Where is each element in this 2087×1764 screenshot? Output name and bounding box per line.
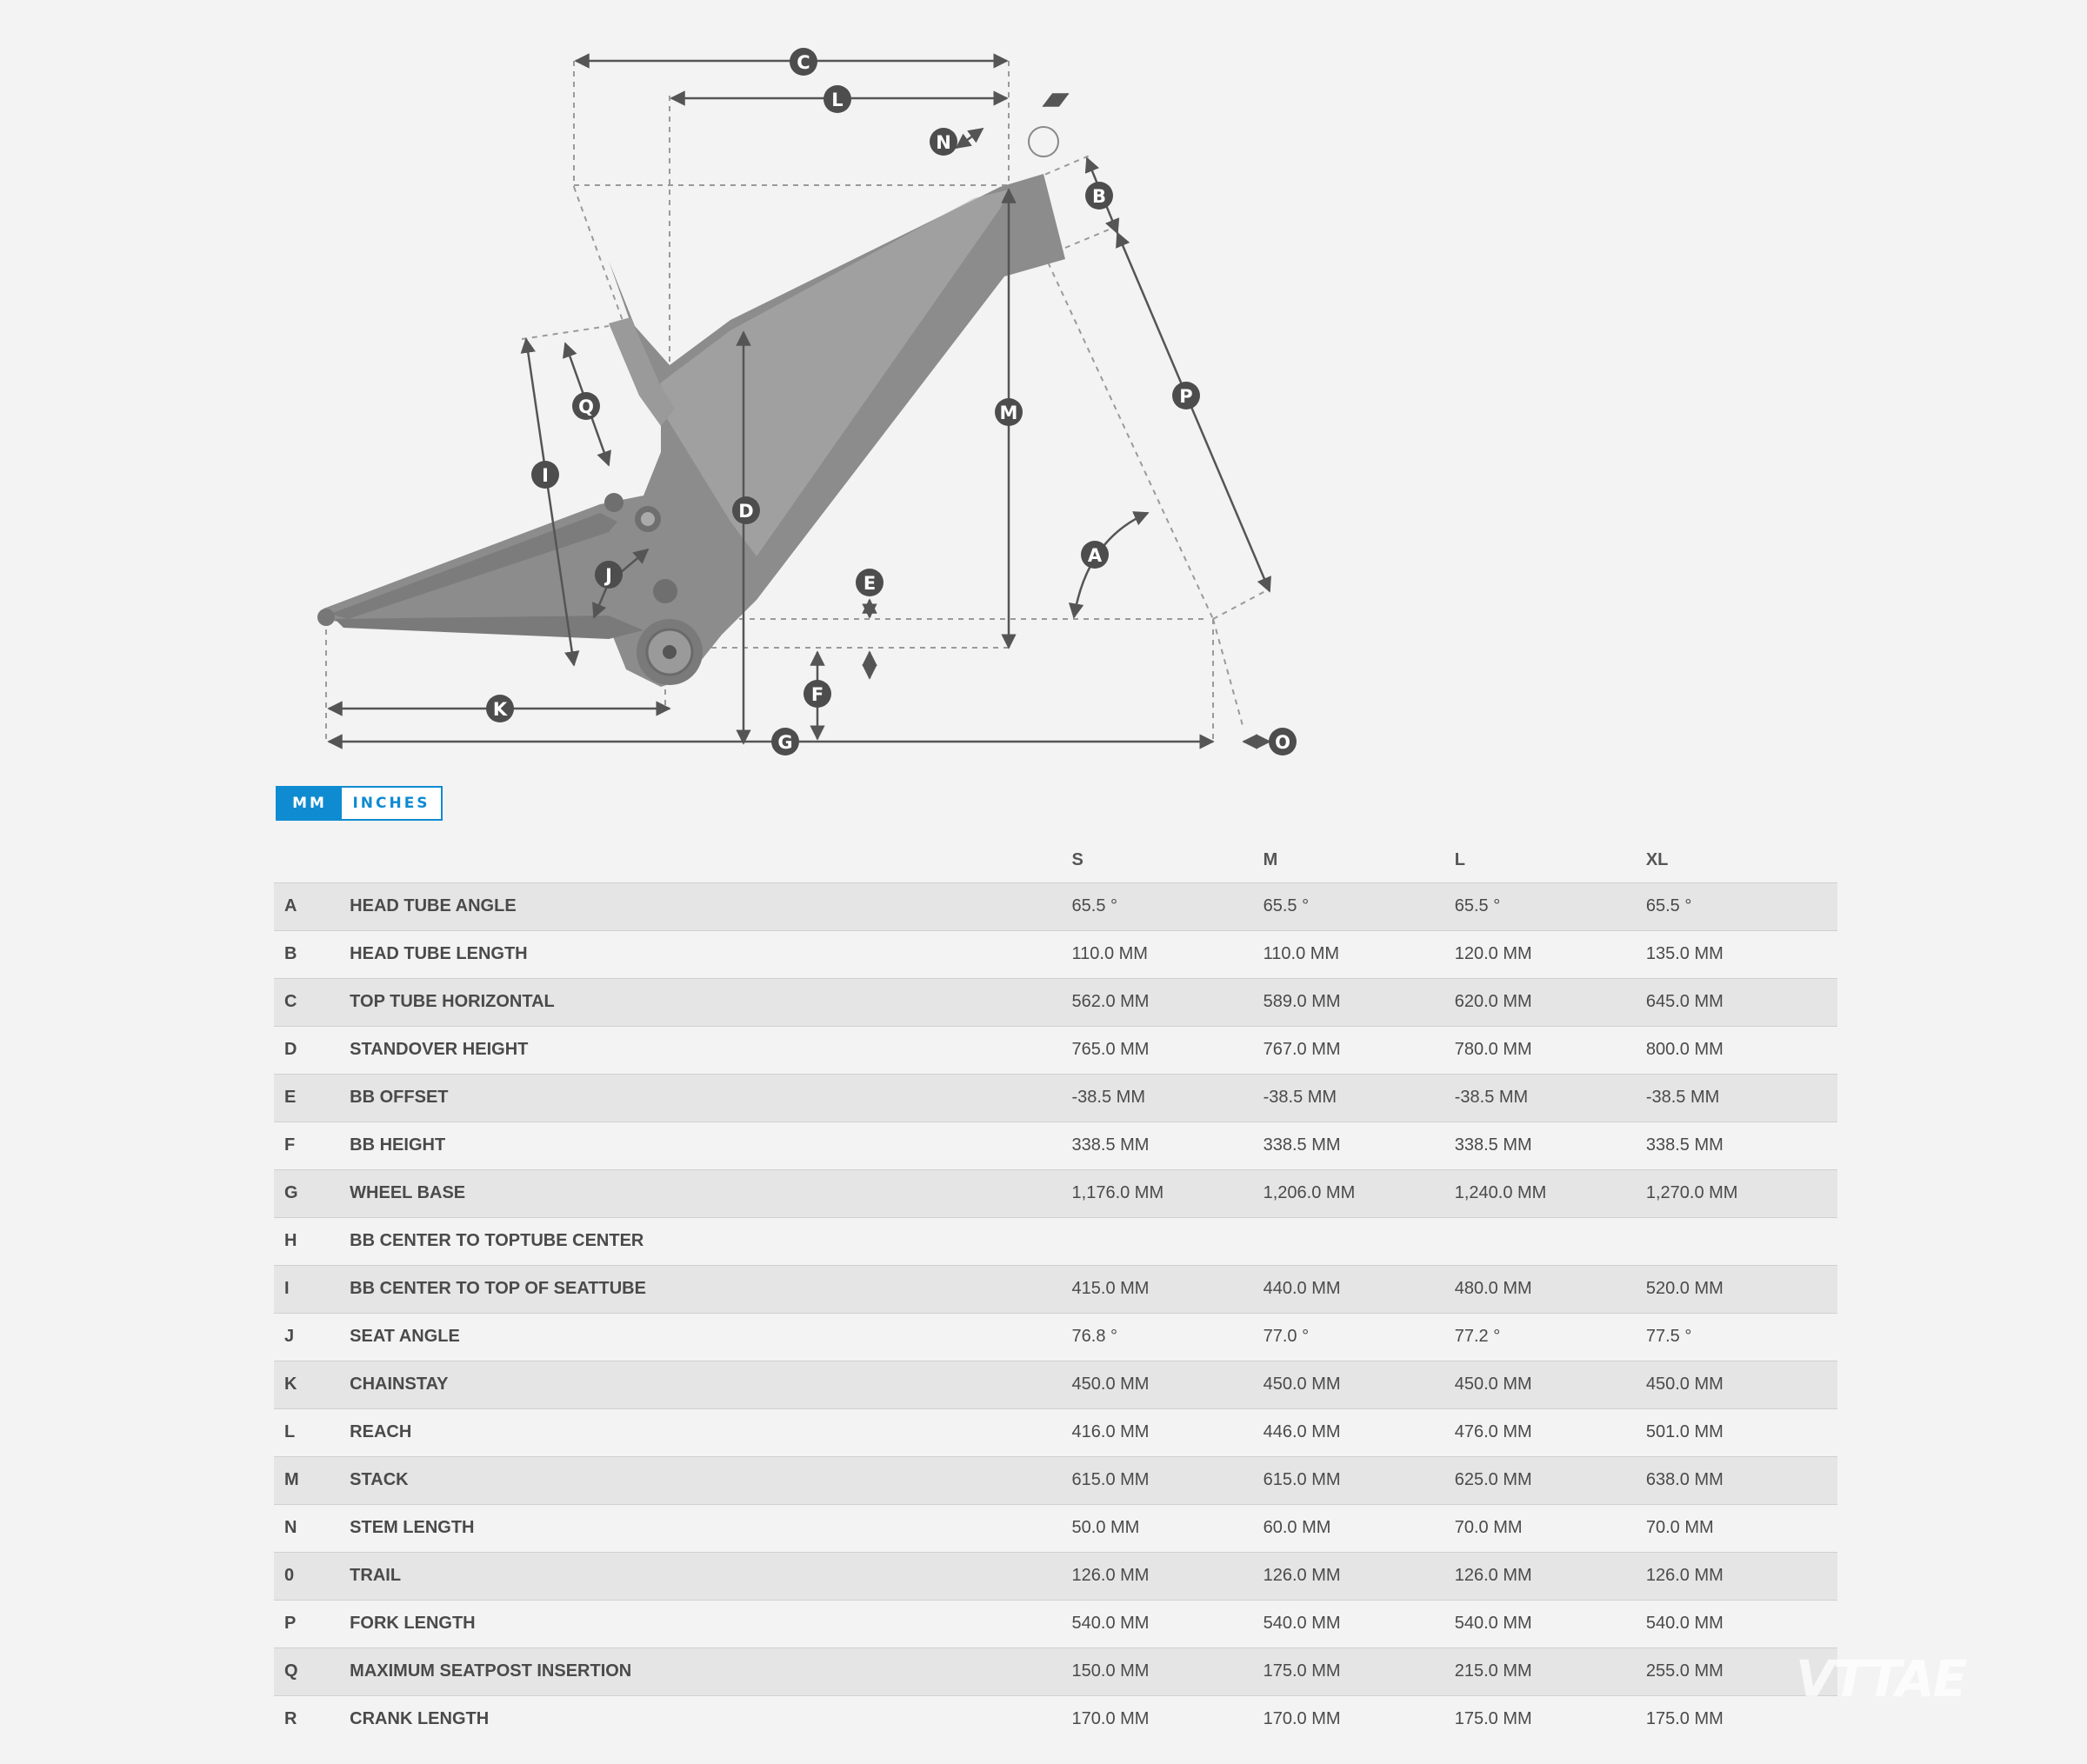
watermark-logo: VTTAE: [1796, 1649, 1966, 1708]
table-row: [274, 978, 1837, 1026]
row-value-xl: 255.0 MM: [1645, 1661, 1724, 1681]
table-row: [274, 1313, 1837, 1361]
row-measurement-name: STANDOVER HEIGHT: [350, 1040, 529, 1059]
row-value-l: 476.0 MM: [1454, 1422, 1532, 1441]
row-value-s: 450.0 MM: [1071, 1375, 1150, 1394]
bike-frame: [317, 174, 1065, 687]
svg-text:I: I: [542, 465, 549, 486]
row-value-l: 620.0 MM: [1454, 992, 1532, 1011]
table-row: [274, 1074, 1837, 1122]
label-N: [930, 128, 957, 156]
row-value-s: 1,176.0 MM: [1071, 1183, 1164, 1202]
mm-unit-button[interactable]: MM: [277, 788, 342, 819]
row-value-m: 440.0 MM: [1263, 1279, 1341, 1298]
row-value-s: 76.8 °: [1071, 1327, 1117, 1346]
label-D: [732, 496, 760, 524]
table-row: [274, 1217, 1837, 1265]
row-value-xl: 1,270.0 MM: [1645, 1183, 1738, 1202]
svg-text:J: J: [605, 565, 612, 586]
row-value-m: 446.0 MM: [1263, 1422, 1341, 1441]
table-row: [274, 1026, 1837, 1074]
row-letter: P: [284, 1614, 297, 1633]
table-header-row: [274, 839, 1837, 882]
svg-text:L: L: [831, 90, 843, 110]
svg-text:Q: Q: [578, 396, 594, 417]
row-value-l: 480.0 MM: [1454, 1279, 1532, 1298]
svg-text:C: C: [797, 52, 810, 73]
row-value-xl: 645.0 MM: [1645, 992, 1724, 1011]
row-value-s: 65.5 °: [1071, 896, 1117, 915]
table-row: [274, 1169, 1837, 1217]
label-C: [790, 48, 817, 76]
row-value-xl: 175.0 MM: [1645, 1709, 1724, 1729]
row-measurement-name: REACH: [350, 1422, 412, 1441]
row-value-l: 338.5 MM: [1454, 1135, 1532, 1155]
label-M: [995, 398, 1023, 426]
row-value-m: 60.0 MM: [1263, 1518, 1331, 1537]
row-value-m: 589.0 MM: [1263, 992, 1341, 1011]
row-value-l: 625.0 MM: [1454, 1470, 1532, 1489]
row-value-xl: 70.0 MM: [1645, 1518, 1714, 1537]
svg-text:D: D: [738, 501, 754, 522]
row-measurement-name: MAXIMUM SEATPOST INSERTION: [350, 1661, 632, 1681]
row-value-m: 615.0 MM: [1263, 1470, 1341, 1489]
row-value-l: 126.0 MM: [1454, 1566, 1532, 1585]
row-letter: F: [284, 1135, 296, 1155]
row-value-m: 338.5 MM: [1263, 1135, 1341, 1155]
row-letter: D: [284, 1040, 297, 1059]
row-value-xl: [1646, 1217, 1837, 1265]
size-header-m: M: [1263, 850, 1278, 870]
row-value-m: 170.0 MM: [1263, 1709, 1341, 1729]
row-value-xl: 800.0 MM: [1645, 1040, 1724, 1059]
row-value-xl: 126.0 MM: [1645, 1566, 1724, 1585]
table-row: [274, 1504, 1837, 1552]
row-value-s: 50.0 MM: [1071, 1518, 1140, 1537]
label-P: [1172, 382, 1200, 409]
row-letter: K: [284, 1375, 297, 1394]
row-value-l: 65.5 °: [1454, 896, 1501, 915]
row-value-l: 1,240.0 MM: [1454, 1183, 1547, 1202]
table-row: [274, 930, 1837, 978]
row-value-m: 767.0 MM: [1263, 1040, 1341, 1059]
row-letter: I: [284, 1279, 290, 1298]
row-value-s: 615.0 MM: [1071, 1470, 1150, 1489]
row-letter: A: [284, 896, 297, 915]
size-header-xl: XL: [1645, 850, 1669, 870]
row-measurement-name: BB HEIGHT: [350, 1135, 446, 1155]
table-row: [274, 1600, 1837, 1648]
row-value-l: [1455, 1217, 1646, 1265]
svg-text:G: G: [777, 732, 793, 753]
inches-unit-button[interactable]: INCHES: [342, 788, 441, 819]
table-row: [274, 1265, 1837, 1313]
svg-text:N: N: [936, 132, 951, 153]
row-value-s: 562.0 MM: [1071, 992, 1150, 1011]
row-value-s: 110.0 MM: [1071, 944, 1148, 963]
row-value-l: -38.5 MM: [1454, 1088, 1529, 1107]
row-measurement-name: FORK LENGTH: [350, 1614, 476, 1633]
row-letter: 0: [284, 1566, 295, 1585]
row-value-xl: 135.0 MM: [1645, 944, 1724, 963]
row-value-l: 540.0 MM: [1454, 1614, 1532, 1633]
row-measurement-name: BB CENTER TO TOPTUBE CENTER: [350, 1231, 644, 1250]
row-value-xl: -38.5 MM: [1645, 1088, 1720, 1107]
row-value-m: [1264, 1217, 1455, 1265]
row-letter: H: [284, 1231, 297, 1250]
row-value-m: 65.5 °: [1263, 896, 1310, 915]
label-E: [856, 569, 883, 596]
table-row: [274, 1648, 1837, 1695]
row-value-s: 765.0 MM: [1071, 1040, 1150, 1059]
row-letter: C: [284, 992, 297, 1011]
row-value-s: 126.0 MM: [1071, 1566, 1150, 1585]
row-letter: Q: [284, 1661, 298, 1681]
row-measurement-name: WHEEL BASE: [350, 1183, 466, 1202]
table-row: [274, 882, 1837, 930]
label-F: [803, 680, 831, 708]
geometry-table-body: [274, 882, 1837, 1743]
row-letter: E: [284, 1088, 297, 1107]
row-measurement-name: BB OFFSET: [350, 1088, 449, 1107]
row-value-l: 175.0 MM: [1454, 1709, 1532, 1729]
row-value-s: 338.5 MM: [1071, 1135, 1150, 1155]
row-letter: N: [284, 1518, 297, 1537]
table-row: [274, 1122, 1837, 1169]
size-header-l: L: [1454, 850, 1465, 870]
row-value-l: 780.0 MM: [1454, 1040, 1532, 1059]
row-measurement-name: BB CENTER TO TOP OF SEATTUBE: [350, 1279, 646, 1298]
svg-text:K: K: [492, 699, 508, 720]
label-K: [486, 695, 514, 722]
row-value-xl: 520.0 MM: [1645, 1279, 1724, 1298]
svg-text:M: M: [999, 403, 1018, 423]
row-letter: J: [284, 1327, 295, 1346]
row-value-xl: 65.5 °: [1645, 896, 1692, 915]
row-value-xl: 338.5 MM: [1645, 1135, 1724, 1155]
row-value-l: 450.0 MM: [1454, 1375, 1532, 1394]
svg-text:O: O: [1275, 732, 1290, 753]
row-value-l: 120.0 MM: [1454, 944, 1532, 963]
label-G: [771, 728, 799, 756]
row-value-m: 126.0 MM: [1263, 1566, 1341, 1585]
row-measurement-name: SEAT ANGLE: [350, 1327, 460, 1346]
svg-text:P: P: [1179, 386, 1193, 407]
row-value-m: 175.0 MM: [1263, 1661, 1341, 1681]
size-header-s: S: [1071, 850, 1084, 870]
label-A: [1081, 541, 1109, 569]
row-letter: M: [284, 1470, 299, 1489]
label-O: [1269, 728, 1297, 756]
row-value-xl: 540.0 MM: [1645, 1614, 1724, 1633]
row-value-s: 540.0 MM: [1071, 1614, 1150, 1633]
row-value-s: 415.0 MM: [1071, 1279, 1150, 1298]
label-J: [595, 561, 623, 589]
row-value-xl: 77.5 °: [1645, 1327, 1692, 1346]
svg-text:A: A: [1087, 545, 1103, 566]
row-measurement-name: TRAIL: [350, 1566, 402, 1585]
row-value-xl: 450.0 MM: [1645, 1375, 1724, 1394]
row-value-l: 70.0 MM: [1454, 1518, 1523, 1537]
row-measurement-name: TOP TUBE HORIZONTAL: [350, 992, 555, 1011]
row-value-m: 450.0 MM: [1263, 1375, 1341, 1394]
row-value-xl: 638.0 MM: [1645, 1470, 1724, 1489]
row-value-m: 540.0 MM: [1263, 1614, 1341, 1633]
row-value-l: 77.2 °: [1454, 1327, 1501, 1346]
table-row: [274, 1695, 1837, 1743]
row-measurement-name: HEAD TUBE LENGTH: [350, 944, 528, 963]
row-letter: B: [284, 944, 297, 963]
row-value-m: 1,206.0 MM: [1263, 1183, 1356, 1202]
row-value-m: -38.5 MM: [1263, 1088, 1337, 1107]
row-letter: G: [284, 1183, 298, 1202]
table-row: [274, 1408, 1837, 1456]
svg-text:F: F: [810, 684, 824, 705]
row-value-s: 150.0 MM: [1071, 1661, 1150, 1681]
label-I: [531, 461, 559, 489]
row-letter: R: [284, 1709, 297, 1729]
row-value-l: 215.0 MM: [1454, 1661, 1532, 1681]
row-measurement-name: STACK: [350, 1470, 409, 1489]
row-value-s: -38.5 MM: [1071, 1088, 1145, 1107]
row-letter: L: [284, 1422, 296, 1441]
row-value-s: 170.0 MM: [1071, 1709, 1150, 1729]
table-row: [274, 1361, 1837, 1408]
table-row: [274, 1456, 1837, 1504]
label-L: [823, 85, 851, 113]
row-measurement-name: STEM LENGTH: [350, 1518, 475, 1537]
label-Q: [572, 392, 600, 420]
row-value-s: 416.0 MM: [1071, 1422, 1150, 1441]
row-value-m: 110.0 MM: [1263, 944, 1340, 963]
unit-toggle: [276, 786, 443, 821]
row-value-m: 77.0 °: [1263, 1327, 1310, 1346]
row-value-xl: 501.0 MM: [1645, 1422, 1724, 1441]
svg-text:E: E: [863, 573, 877, 594]
row-measurement-name: CHAINSTAY: [350, 1375, 449, 1394]
label-B: [1085, 182, 1113, 210]
row-measurement-name: CRANK LENGTH: [350, 1709, 490, 1729]
row-measurement-name: HEAD TUBE ANGLE: [350, 896, 517, 915]
geometry-table: [274, 839, 1837, 1743]
table-row: [274, 1552, 1837, 1600]
frame-geometry-diagram: [0, 0, 2087, 765]
row-value-s: [1072, 1217, 1264, 1265]
svg-text:B: B: [1091, 186, 1107, 207]
